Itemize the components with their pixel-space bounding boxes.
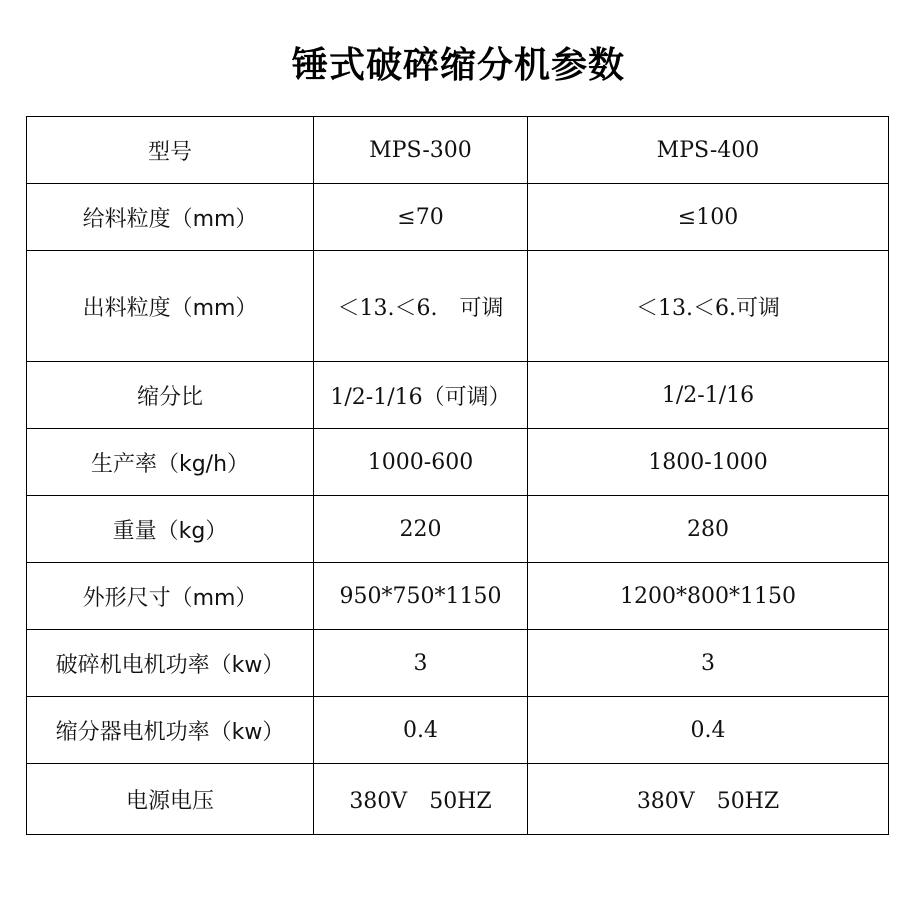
cell-model-mps400: MPS-400	[528, 117, 889, 184]
table-row-productivity	[27, 429, 889, 496]
cell-crusher-motor-mps400: 3	[528, 630, 889, 697]
cell-dimensions-mps300: 950*750*1150	[314, 563, 528, 630]
cell-weight-mps400: 280	[528, 496, 889, 563]
row-label-dimensions: 外形尺寸（mm）	[27, 563, 314, 630]
cell-division-ratio-mps400: 1/2-1/16	[528, 362, 889, 429]
table-row-dimensions	[27, 563, 889, 630]
spec-table	[26, 116, 889, 835]
row-label-feed-size: 给料粒度（mm）	[27, 184, 314, 251]
row-label-output-size: 出料粒度（mm）	[27, 251, 314, 362]
table-row-divider-motor	[27, 697, 889, 764]
cell-productivity-mps400: 1800-1000	[528, 429, 889, 496]
cell-productivity-mps300: 1000-600	[314, 429, 528, 496]
table-row-crusher-motor	[27, 630, 889, 697]
cell-weight-mps300: 220	[314, 496, 528, 563]
page-title: 锤式破碎缩分机参数	[291, 45, 625, 86]
row-label-divider-motor: 缩分器电机功率（kw）	[27, 697, 314, 764]
table-row-feed-size	[27, 184, 889, 251]
cell-crusher-motor-mps300: 3	[314, 630, 528, 697]
row-label-productivity: 生产率（kg/h）	[27, 429, 314, 496]
row-label-model: 型号	[27, 117, 314, 184]
table-row-output-size	[27, 251, 889, 362]
cell-divider-motor-mps300: 0.4	[314, 697, 528, 764]
row-label-weight: 重量（kg）	[27, 496, 314, 563]
cell-feed-size-mps300: ≤70	[314, 184, 528, 251]
cell-divider-motor-mps400: 0.4	[528, 697, 889, 764]
cell-power-supply-mps400: 380V 50HZ	[528, 764, 889, 835]
row-label-division-ratio: 缩分比	[27, 362, 314, 429]
table-row-model	[27, 117, 889, 184]
row-label-power-supply: 电源电压	[27, 764, 314, 835]
table-row-weight	[27, 496, 889, 563]
cell-model-mps300: MPS-300	[314, 117, 528, 184]
table-row-power-supply	[27, 764, 889, 835]
cell-dimensions-mps400: 1200*800*1150	[528, 563, 889, 630]
cell-output-size-mps400: ＜13.＜6.可调	[528, 251, 889, 362]
cell-output-size-mps300: ＜13.＜6. 可调	[314, 251, 528, 362]
cell-division-ratio-mps300: 1/2-1/16（可调）	[314, 362, 528, 429]
row-label-crusher-motor: 破碎机电机功率（kw）	[27, 630, 314, 697]
cell-power-supply-mps300: 380V 50HZ	[314, 764, 528, 835]
table-row-division-ratio	[27, 362, 889, 429]
cell-feed-size-mps400: ≤100	[528, 184, 889, 251]
